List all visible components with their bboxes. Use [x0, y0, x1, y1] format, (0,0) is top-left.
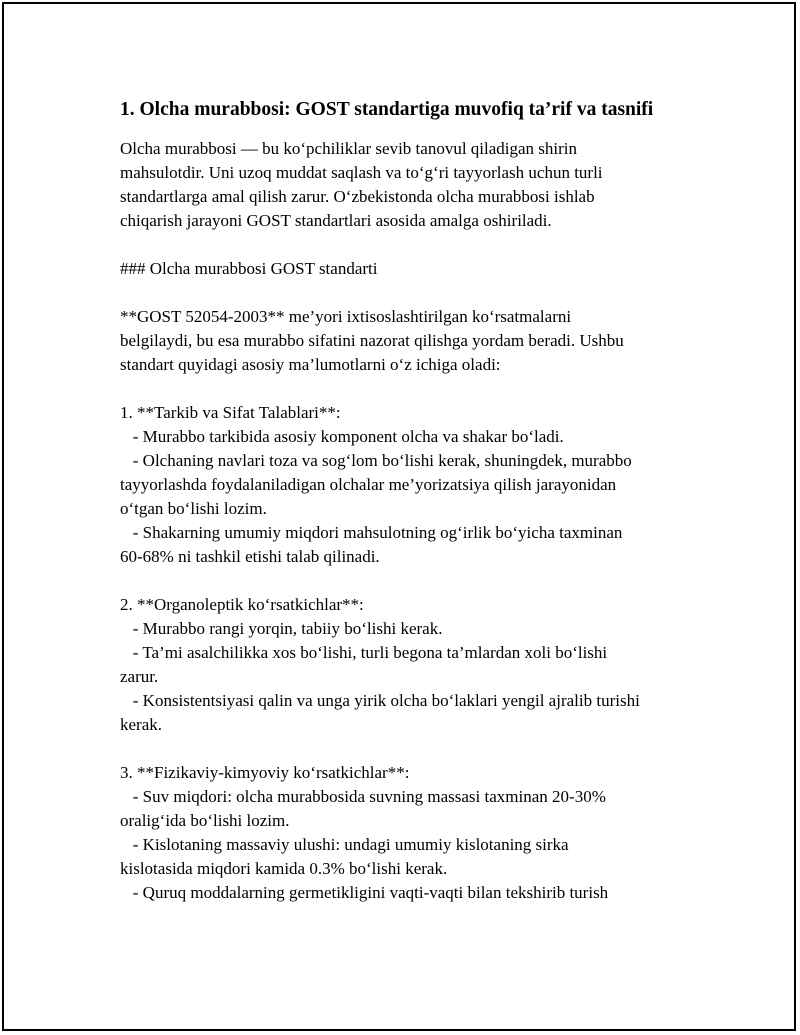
document-content [120, 96, 700, 905]
page-frame [2, 2, 796, 1031]
document-body: ### Olcha murabbosi GOST standarti **GOST 52054-2003** me’yori ixtisoslashtirilgan ko‘rsatmalarni belgilaydi, bu esa murabbo sifatini nazorat qilishga yordam beradi. Ushbu standart quyidagi asosiy ma’lumotlarni o‘z ichiga oladi: 1. **Tarkib va Sifat Talablari**: - Murabbo tarkibida asosiy komponent olcha va shakar bo‘ladi. - Olchaning navlari toza va sog‘lom bo‘lishi kerak, shuningdek, murabbo tayyorlashda foydalaniladigan olchalar me’yorizatsiya qilish jarayonidan o‘tgan bo‘lishi lozim. - Shakarning umumiy miqdori mahsulotning og‘irlik bo‘yicha taxminan 60-68% ni tashkil etishi talab qilinadi. 2. **Organoleptik ko‘rsatkichlar**: - Murabbo rangi yorqin, tabiiy bo‘lishi kerak. - Ta’mi asalchilikka xos bo‘lishi, turli begona ta’mlardan xoli bo‘lishi zarur. - Konsistentsiyasi qalin va unga yirik olcha bo‘laklari yengil ajralib turishi kerak. 3. **Fizikaviy-kimyoviy ko‘rsatkichlar**: - Suv miqdori: olcha murabbosida suvning massasi taxminan 20-30% oralig‘ida bo‘lishi lozim. - Kislotaning massaviy ulushi: undagi umumiy kislotaning sirka kislotasida miqdori kamida 0.3% bo‘lishi kerak. - Quruq moddalarning germetikligini vaqti-vaqti bilan tekshirib turish [120, 259, 640, 902]
document-title: 1. Olcha murabbosi: GOST standartiga muvofiq ta’rif va tasnifi [120, 99, 654, 120]
intro-paragraph: Olcha murabbosi — bu ko‘pchiliklar sevib tanovul qiladigan shirin mahsulotdir. Uni uzoq muddat saqlash va to‘g‘ri tayyorlash uchun turli standartlarga amal qilish zarur. O‘zbekistonda olcha murabbosi ishlab chiqarish jarayoni GOST standartlari asosida amalga oshiriladi. [120, 139, 603, 230]
